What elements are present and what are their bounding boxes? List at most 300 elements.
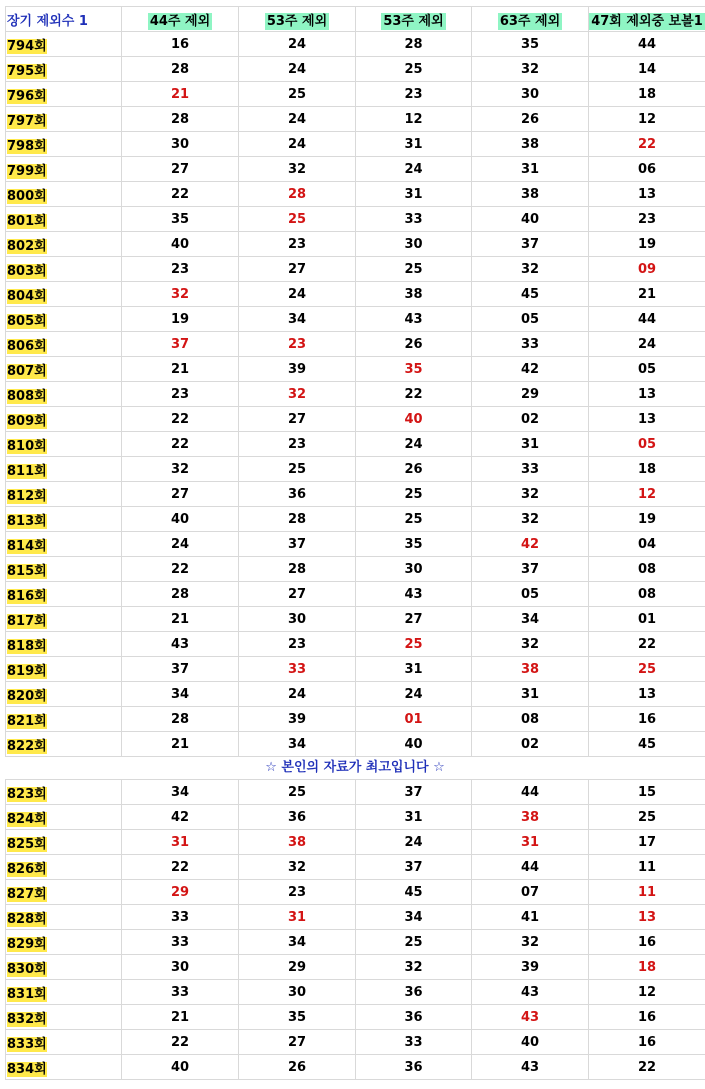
number-cell: 27 [239, 257, 356, 282]
number-cell: 38 [472, 805, 589, 830]
number-cell: 31 [356, 805, 472, 830]
round-cell [6, 282, 122, 307]
number-cell: 22 [122, 557, 239, 582]
header-cell [122, 7, 239, 32]
number-cell: 27 [122, 157, 239, 182]
number-cell: 25 [589, 657, 705, 682]
number-cell: 38 [472, 132, 589, 157]
number-cell: 21 [122, 82, 239, 107]
number-cell: 24 [239, 682, 356, 707]
round-cell [6, 207, 122, 232]
number-cell: 40 [122, 507, 239, 532]
number-cell: 34 [239, 307, 356, 332]
number-cell: 25 [356, 930, 472, 955]
table-row [6, 282, 705, 307]
number-cell: 27 [239, 407, 356, 432]
number-cell: 36 [356, 1055, 472, 1080]
table-row [6, 382, 705, 407]
table-row [6, 57, 705, 82]
number-cell: 06 [589, 157, 705, 182]
number-cell: 13 [589, 407, 705, 432]
number-cell: 44 [589, 32, 705, 57]
number-cell: 36 [239, 805, 356, 830]
number-cell: 33 [239, 657, 356, 682]
number-cell: 08 [589, 582, 705, 607]
round-label: 818회 [7, 638, 47, 654]
round-label: 826회 [7, 861, 47, 877]
number-cell: 40 [472, 207, 589, 232]
number-cell: 30 [356, 232, 472, 257]
number-cell: 43 [356, 582, 472, 607]
number-cell: 22 [122, 1030, 239, 1055]
number-cell: 37 [472, 232, 589, 257]
round-cell [6, 57, 122, 82]
number-cell: 04 [589, 532, 705, 557]
number-cell: 35 [356, 532, 472, 557]
table-row [6, 880, 705, 905]
round-cell [6, 732, 122, 757]
number-cell: 32 [472, 482, 589, 507]
round-label: 828회 [7, 911, 47, 927]
number-cell: 23 [239, 332, 356, 357]
round-cell [6, 855, 122, 880]
round-label: 827회 [7, 886, 47, 902]
number-cell: 32 [356, 955, 472, 980]
round-label: 834회 [7, 1061, 47, 1077]
number-cell: 41 [472, 905, 589, 930]
number-cell: 30 [472, 82, 589, 107]
number-cell: 43 [472, 980, 589, 1005]
round-label: 799회 [7, 163, 47, 179]
number-cell: 24 [239, 132, 356, 157]
number-cell: 34 [122, 682, 239, 707]
round-cell [6, 980, 122, 1005]
table-row [6, 1030, 705, 1055]
round-cell [6, 682, 122, 707]
number-cell: 28 [122, 57, 239, 82]
number-cell: 38 [356, 282, 472, 307]
table-row [6, 930, 705, 955]
number-cell: 16 [589, 1030, 705, 1055]
header-cell [6, 7, 122, 32]
number-cell: 43 [472, 1055, 589, 1080]
round-label: 811회 [7, 463, 47, 479]
round-label: 833회 [7, 1036, 47, 1052]
round-label: 810회 [7, 438, 47, 454]
number-cell: 30 [122, 955, 239, 980]
round-cell [6, 1055, 122, 1080]
number-cell: 21 [122, 357, 239, 382]
number-cell: 43 [122, 632, 239, 657]
table-row [6, 657, 705, 682]
number-cell: 22 [589, 632, 705, 657]
number-cell: 28 [239, 507, 356, 532]
table-row [6, 1005, 705, 1030]
number-cell: 24 [356, 432, 472, 457]
number-cell: 35 [472, 32, 589, 57]
table-row [6, 207, 705, 232]
number-cell: 24 [356, 157, 472, 182]
number-cell: 12 [589, 482, 705, 507]
number-cell: 37 [122, 332, 239, 357]
number-cell: 22 [589, 1055, 705, 1080]
round-cell [6, 232, 122, 257]
table-row [6, 257, 705, 282]
number-cell: 16 [589, 930, 705, 955]
number-cell: 09 [589, 257, 705, 282]
round-cell [6, 407, 122, 432]
number-cell: 18 [589, 82, 705, 107]
table-row [6, 107, 705, 132]
number-cell: 42 [472, 532, 589, 557]
number-cell: 17 [589, 830, 705, 855]
top-table [5, 6, 705, 757]
number-cell: 38 [472, 657, 589, 682]
number-cell: 44 [472, 855, 589, 880]
number-cell: 32 [122, 457, 239, 482]
round-label: 816회 [7, 588, 47, 604]
number-cell: 24 [239, 32, 356, 57]
number-cell: 30 [122, 132, 239, 157]
number-cell: 25 [239, 207, 356, 232]
number-cell: 32 [472, 930, 589, 955]
table-row [6, 82, 705, 107]
number-cell: 24 [239, 107, 356, 132]
round-cell [6, 507, 122, 532]
number-cell: 28 [122, 107, 239, 132]
number-cell: 42 [472, 357, 589, 382]
number-cell: 31 [356, 182, 472, 207]
number-cell: 36 [356, 1005, 472, 1030]
number-cell: 37 [356, 780, 472, 805]
table-row [6, 607, 705, 632]
number-cell: 35 [122, 207, 239, 232]
number-cell: 27 [239, 1030, 356, 1055]
number-cell: 24 [122, 532, 239, 557]
round-label: 802회 [7, 238, 47, 254]
number-cell: 32 [472, 257, 589, 282]
number-cell: 28 [239, 557, 356, 582]
table-row [6, 457, 705, 482]
number-cell: 28 [356, 32, 472, 57]
header-cell [356, 7, 472, 32]
number-cell: 01 [589, 607, 705, 632]
number-cell: 45 [472, 282, 589, 307]
number-cell: 01 [356, 707, 472, 732]
number-cell: 27 [239, 582, 356, 607]
number-cell: 24 [356, 830, 472, 855]
number-cell: 40 [122, 1055, 239, 1080]
number-cell: 25 [356, 257, 472, 282]
table-row [6, 955, 705, 980]
table-row [6, 332, 705, 357]
number-cell: 08 [472, 707, 589, 732]
number-cell: 12 [356, 107, 472, 132]
number-cell: 13 [589, 182, 705, 207]
header-label: 63주 제외 [499, 13, 561, 29]
number-cell: 31 [356, 657, 472, 682]
number-cell: 25 [239, 82, 356, 107]
round-label: 823회 [7, 786, 47, 802]
number-cell: 28 [122, 582, 239, 607]
table-row [6, 482, 705, 507]
number-cell: 34 [239, 732, 356, 757]
number-cell: 37 [122, 657, 239, 682]
number-cell: 23 [122, 257, 239, 282]
number-cell: 19 [589, 507, 705, 532]
round-label: 795회 [7, 63, 47, 79]
round-label: 796회 [7, 88, 47, 104]
round-label: 822회 [7, 738, 47, 754]
header-label: 53주 제외 [383, 13, 444, 29]
number-cell: 36 [356, 980, 472, 1005]
table-row [6, 830, 705, 855]
round-cell [6, 905, 122, 930]
number-cell: 40 [122, 232, 239, 257]
table-row [6, 707, 705, 732]
number-cell: 07 [472, 880, 589, 905]
round-label: 809회 [7, 413, 47, 429]
number-cell: 11 [589, 855, 705, 880]
number-cell: 39 [239, 707, 356, 732]
number-cell: 08 [589, 557, 705, 582]
number-cell: 25 [356, 507, 472, 532]
number-cell: 31 [239, 905, 356, 930]
table-row [6, 980, 705, 1005]
round-cell [6, 132, 122, 157]
round-cell [6, 582, 122, 607]
number-cell: 45 [356, 880, 472, 905]
round-cell [6, 332, 122, 357]
number-cell: 05 [472, 582, 589, 607]
number-cell: 25 [239, 780, 356, 805]
number-cell: 25 [356, 632, 472, 657]
round-cell [6, 557, 122, 582]
number-cell: 24 [239, 282, 356, 307]
number-cell: 29 [239, 955, 356, 980]
number-cell: 22 [122, 407, 239, 432]
header-label: 53주 제외 [266, 13, 328, 29]
number-cell: 43 [356, 307, 472, 332]
number-cell: 18 [589, 955, 705, 980]
table-row [6, 407, 705, 432]
number-cell: 23 [239, 880, 356, 905]
round-label: 832회 [7, 1011, 47, 1027]
number-cell: 30 [239, 980, 356, 1005]
number-cell: 21 [122, 732, 239, 757]
number-cell: 38 [239, 830, 356, 855]
number-cell: 39 [239, 357, 356, 382]
number-cell: 25 [356, 57, 472, 82]
number-cell: 42 [122, 805, 239, 830]
round-cell [6, 1005, 122, 1030]
round-label: 798회 [7, 138, 47, 154]
header-label: 44주 제외 [149, 13, 211, 29]
number-cell: 31 [472, 830, 589, 855]
table-row [6, 855, 705, 880]
table-row [6, 182, 705, 207]
number-cell: 13 [589, 382, 705, 407]
round-cell [6, 257, 122, 282]
round-cell [6, 457, 122, 482]
number-cell: 40 [472, 1030, 589, 1055]
number-cell: 14 [589, 57, 705, 82]
table-row [6, 32, 705, 57]
number-cell: 21 [122, 1005, 239, 1030]
number-cell: 19 [122, 307, 239, 332]
number-cell: 26 [356, 457, 472, 482]
number-cell: 34 [122, 780, 239, 805]
table-row [6, 532, 705, 557]
bottom-table [5, 779, 705, 1080]
number-cell: 31 [472, 432, 589, 457]
header-cell [239, 7, 356, 32]
number-cell: 26 [356, 332, 472, 357]
number-cell: 30 [356, 557, 472, 582]
table-row [6, 157, 705, 182]
number-cell: 34 [356, 905, 472, 930]
number-cell: 37 [356, 855, 472, 880]
round-label: 831회 [7, 986, 47, 1002]
number-cell: 13 [589, 682, 705, 707]
number-cell: 32 [472, 507, 589, 532]
number-cell: 24 [239, 57, 356, 82]
round-label: 824회 [7, 811, 47, 827]
number-cell: 23 [122, 382, 239, 407]
round-label: 812회 [7, 488, 47, 504]
number-cell: 28 [239, 182, 356, 207]
table-row [6, 1055, 705, 1080]
round-label: 805회 [7, 313, 47, 329]
number-cell: 16 [122, 32, 239, 57]
number-cell: 23 [239, 232, 356, 257]
number-cell: 22 [122, 182, 239, 207]
number-cell: 44 [472, 780, 589, 805]
round-label: 803회 [7, 263, 47, 279]
number-cell: 27 [356, 607, 472, 632]
round-cell [6, 955, 122, 980]
number-cell: 19 [589, 232, 705, 257]
number-cell: 22 [122, 432, 239, 457]
number-cell: 02 [472, 407, 589, 432]
header-label: 47회 제외중 보볼1 [591, 13, 703, 29]
number-cell: 24 [589, 332, 705, 357]
number-cell: 23 [356, 82, 472, 107]
number-cell: 29 [122, 880, 239, 905]
table-row [6, 582, 705, 607]
round-cell [6, 930, 122, 955]
round-cell [6, 357, 122, 382]
round-cell [6, 1030, 122, 1055]
number-cell: 44 [589, 307, 705, 332]
number-cell: 40 [356, 732, 472, 757]
number-cell: 23 [239, 632, 356, 657]
number-cell: 30 [239, 607, 356, 632]
number-cell: 33 [122, 930, 239, 955]
header-cell [589, 7, 705, 32]
number-cell: 25 [356, 482, 472, 507]
number-cell: 33 [356, 207, 472, 232]
round-cell [6, 32, 122, 57]
number-cell: 22 [122, 855, 239, 880]
number-cell: 25 [239, 457, 356, 482]
round-cell [6, 805, 122, 830]
round-cell [6, 607, 122, 632]
number-cell: 18 [589, 457, 705, 482]
table-row [6, 232, 705, 257]
round-label: 825회 [7, 836, 47, 852]
table-row [6, 357, 705, 382]
round-cell [6, 707, 122, 732]
number-cell: 33 [472, 332, 589, 357]
table-row [6, 905, 705, 930]
number-cell: 22 [589, 132, 705, 157]
number-cell: 21 [589, 282, 705, 307]
round-cell [6, 107, 122, 132]
number-cell: 36 [239, 482, 356, 507]
number-cell: 32 [239, 157, 356, 182]
round-cell [6, 382, 122, 407]
round-cell [6, 657, 122, 682]
header-row [6, 7, 705, 32]
banner-text: ☆ 본인의 자료가 최고입니다 ☆ [265, 760, 445, 775]
number-cell: 02 [472, 732, 589, 757]
number-cell: 39 [472, 955, 589, 980]
round-label: 804회 [7, 288, 47, 304]
table-row [6, 780, 705, 805]
table-row [6, 805, 705, 830]
number-cell: 38 [472, 182, 589, 207]
round-label: 797회 [7, 113, 47, 129]
number-cell: 33 [472, 457, 589, 482]
number-cell: 16 [589, 707, 705, 732]
round-label: 806회 [7, 338, 47, 354]
number-cell: 31 [122, 830, 239, 855]
number-cell: 35 [356, 357, 472, 382]
round-label: 821회 [7, 713, 47, 729]
number-cell: 28 [122, 707, 239, 732]
number-cell: 32 [472, 632, 589, 657]
round-cell [6, 82, 122, 107]
number-cell: 27 [122, 482, 239, 507]
header-title: 장기 제외수 1 [7, 13, 88, 29]
number-cell: 31 [472, 157, 589, 182]
round-label: 814회 [7, 538, 47, 554]
round-label: 813회 [7, 513, 47, 529]
number-cell: 40 [356, 407, 472, 432]
round-cell [6, 432, 122, 457]
number-cell: 34 [472, 607, 589, 632]
number-cell: 32 [472, 57, 589, 82]
number-cell: 22 [356, 382, 472, 407]
number-cell: 33 [356, 1030, 472, 1055]
number-cell: 31 [472, 682, 589, 707]
number-cell: 33 [122, 980, 239, 1005]
number-cell: 26 [472, 107, 589, 132]
number-cell: 34 [239, 930, 356, 955]
number-cell: 35 [239, 1005, 356, 1030]
round-cell [6, 482, 122, 507]
number-cell: 11 [589, 880, 705, 905]
lottery-exclusion-sheet [5, 6, 705, 1080]
round-label: 819회 [7, 663, 47, 679]
round-label: 830회 [7, 961, 47, 977]
number-cell: 32 [239, 382, 356, 407]
number-cell: 15 [589, 780, 705, 805]
round-cell [6, 880, 122, 905]
round-label: 807회 [7, 363, 47, 379]
round-label: 808회 [7, 388, 47, 404]
